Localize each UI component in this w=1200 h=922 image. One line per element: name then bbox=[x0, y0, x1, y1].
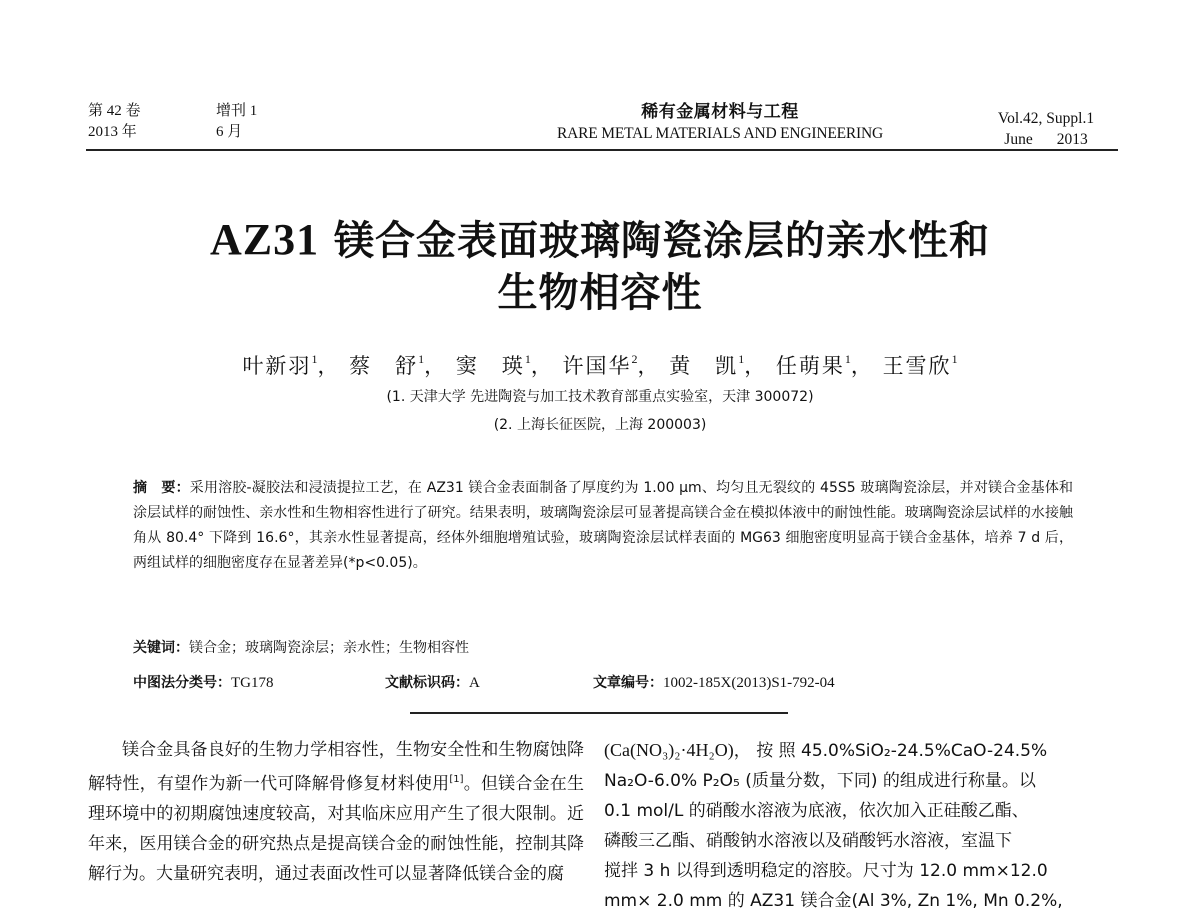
affiliation-1: (1. 天津大学 先进陶瓷与加工技术教育部重点实验室，天津 300072) bbox=[386, 389, 814, 405]
journal-name bbox=[440, 101, 1000, 144]
volume-en: Vol.42, Suppl.1 bbox=[997, 110, 1095, 127]
author: 黄 凯$^1$ bbox=[669, 352, 745, 378]
body-line: 搅拌 3 h 以得到透明稳定的溶胶。尺寸为 12.0 mm×12.0 bbox=[604, 861, 1048, 881]
running-header-right bbox=[980, 108, 1112, 150]
body-line: 0.1 mol/L 的硝酸水溶液为底液，依次加入正硅酸乙酯、 bbox=[604, 801, 1029, 821]
abstract-divider bbox=[410, 712, 788, 714]
title-line-1: 镁合金表面玻璃陶瓷涂层的亲水性和 bbox=[319, 218, 991, 264]
author: 王雪欣$^1$ bbox=[882, 352, 958, 378]
keywords-label: 关键词： bbox=[133, 640, 189, 656]
running-header-left bbox=[88, 101, 257, 143]
publication-month: 6 月 bbox=[216, 124, 243, 140]
publication-year: 2013 年 bbox=[88, 124, 137, 140]
body-paragraph: 镁合金具备良好的生物力学相容性，生物安全性和生物腐蚀降解特性，有望作为新一代可降解骨修复材料使用[1]。但镁合金在生理环境中的初期腐蚀速度较高，对其临床应用产生了很大限制。近年来，医用镁合金的研究热点是提高镁合金的耐蚀性能，控制其降解行为。大量研究表明，通过表面改性可以显著降低镁合金的腐 bbox=[88, 740, 585, 884]
title-line-2: 生物相容性 bbox=[497, 270, 703, 316]
month-en: June bbox=[1004, 131, 1033, 148]
keywords-text: 镁合金；玻璃陶瓷涂层；亲水性；生物相容性 bbox=[189, 640, 469, 656]
title-alloy-code: AZ31 bbox=[209, 215, 320, 264]
clc-field: 中图法分类号：TG178 bbox=[133, 675, 274, 691]
paper-title bbox=[100, 214, 1100, 319]
year-en: 2013 bbox=[1056, 131, 1088, 148]
citation-ref[interactable]: [1] bbox=[449, 774, 464, 785]
article-number-field: 文章编号：1002-185X(2013)S1-792-04 bbox=[593, 675, 835, 691]
abstract bbox=[133, 476, 1073, 576]
affiliation-2: (2. 上海长征医院，上海 200003) bbox=[493, 417, 707, 433]
author: 叶新羽$^1$ bbox=[242, 352, 318, 378]
body-column-right bbox=[604, 735, 1104, 916]
keywords bbox=[133, 637, 469, 659]
journal-name-en: RARE METAL MATERIALS AND ENGINEERING bbox=[557, 125, 883, 142]
body-line: Na₂O-6.0% P₂O₅ (质量分数，下同) 的组成进行称量。以 bbox=[604, 771, 1036, 791]
volume-number: 第 42 卷 bbox=[88, 103, 141, 119]
author: 任萌果$^1$ bbox=[775, 352, 851, 378]
author: 蔡 舒$^1$ bbox=[349, 352, 425, 378]
body-line: mm× 2.0 mm 的 AZ31 镁合金(Al 3%, Zn 1%, Mn 0.2%, bbox=[604, 891, 1063, 911]
journal-name-zh: 稀有金属材料与工程 bbox=[641, 102, 799, 122]
document-code-field: 文献标识码：A bbox=[385, 675, 480, 691]
author: 窦 瑛$^1$ bbox=[455, 352, 531, 378]
body-line: 磷酸三乙酯、硝酸钠水溶液以及硝酸钙水溶液，室温下 bbox=[604, 831, 1012, 851]
abstract-label: 摘 要： bbox=[133, 480, 190, 496]
author-list: 叶新羽$^1$， 蔡 舒$^1$， 窦 瑛$^1$， 许国华$^2$， 黄 凯$^1$， 任萌果$^1$， 王雪欣$^1$ bbox=[242, 352, 958, 378]
body-line: (Ca(NO₃)₂·4H₂O)， 按 照 45.0%SiO₂-24.5%CaO-24.5% bbox=[604, 740, 1048, 761]
issue-number: 增刊 1 bbox=[216, 103, 258, 119]
author: 许国华$^2$ bbox=[562, 352, 638, 378]
abstract-text: 采用溶胶-凝胶法和浸渍提拉工艺，在 AZ31 镁合金表面制备了厚度约为 1.00 μm、均匀且无裂纹的 45S5 玻璃陶瓷涂层，并对镁合金基体和涂层试样的耐蚀性、亲水性和生物相容性进行了研究。结果表明，玻璃陶瓷涂层可显著提高镁合金在模拟体液中的耐蚀性能。玻璃陶瓷涂层试样的水接触角从 80.4° 下降到 16.6°，其亲水性显著提高，经体外细胞增殖试验，玻璃陶瓷涂层试样表面的 MG63 细胞密度明显高于镁合金基体，培养 7 d 后，两组试样的细胞密度存在显著差异(*p<0.05)。 bbox=[133, 480, 1074, 571]
body-column-left bbox=[88, 735, 584, 889]
header-divider bbox=[86, 149, 1118, 151]
